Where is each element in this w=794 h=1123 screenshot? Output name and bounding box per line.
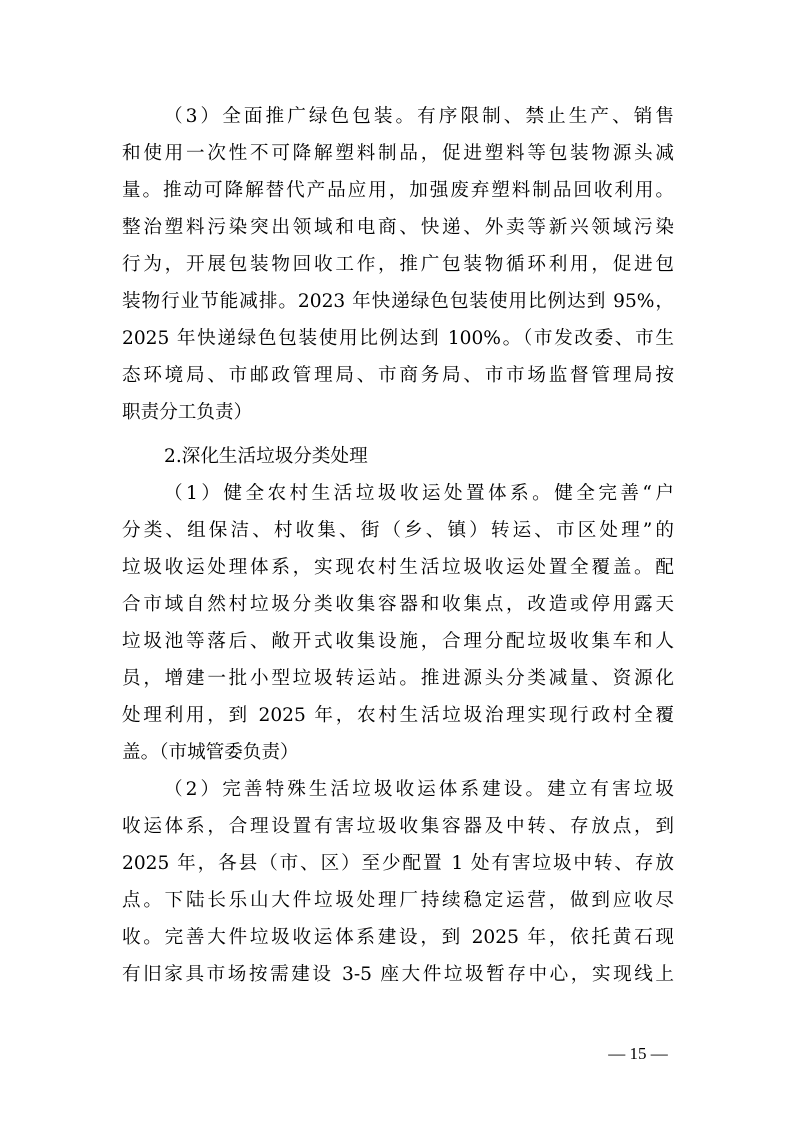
- paragraph-line: 2025 年快递绿色包装使用比例达到 100%。（市发改委、市生: [122, 328, 674, 349]
- paragraph-line: 量。推动可降解替代产品应用，加强废弃塑料制品回收利用。: [122, 180, 674, 201]
- paragraph-line: 有旧家具市场按需建设 3-5 座大件垃圾暂存中心，实现线上: [122, 964, 674, 985]
- paragraph-line: （3）全面推广绿色包装。有序限制、禁止生产、销售: [164, 106, 674, 127]
- paragraph-line: （1）健全农村生活垃圾收运处置体系。健全完善“户: [164, 483, 674, 504]
- paragraph-line: 整治塑料污染突出领域和电商、快递、外卖等新兴领域污染: [122, 217, 674, 238]
- paragraph-line: 处理利用，到 2025 年，农村生活垃圾治理实现行政村全覆: [122, 705, 674, 726]
- paragraph-line: 分类、组保洁、村收集、街（乡、镇）转运、市区处理”的: [122, 520, 674, 541]
- paragraph-line: 合市域自然村垃圾分类收集容器和收集点，改造或停用露天: [122, 594, 674, 615]
- paragraph-line: （2）完善特殊生活垃圾收运体系建设。建立有害垃圾: [164, 779, 674, 800]
- paragraph-line: 垃圾池等落后、敞开式收集设施，合理分配垃圾收集车和人: [122, 631, 674, 652]
- paragraph-line: 垃圾收运处理体系，实现农村生活垃圾收运处置全覆盖。配: [122, 557, 674, 578]
- paragraph-line: 职责分工负责）: [122, 402, 253, 423]
- section-heading: 2.深化生活垃圾分类处理: [164, 446, 368, 467]
- paragraph-line: 装物行业节能减排。2023 年快递绿色包装使用比例达到 95%，: [122, 291, 674, 312]
- paragraph-line: 和使用一次性不可降解塑料制品，促进塑料等包装物源头减: [122, 143, 674, 164]
- paragraph-line: 收运体系，合理设置有害垃圾收集容器及中转、存放点，到: [122, 816, 674, 837]
- paragraph-line: 收。完善大件垃圾收运体系建设，到 2025 年，依托黄石现: [122, 927, 674, 948]
- paragraph-line: 态环境局、市邮政管理局、市商务局、市市场监督管理局按: [122, 365, 674, 386]
- paragraph-line: 员，增建一批小型垃圾转运站。推进源头分类减量、资源化: [122, 668, 674, 689]
- paragraph-line: 2025 年，各县（市、区）至少配置 1 处有害垃圾中转、存放: [122, 853, 674, 874]
- page-number: — 15 —: [608, 1044, 668, 1063]
- paragraph-line: 点。下陆长乐山大件垃圾处理厂持续稳定运营，做到应收尽: [122, 890, 674, 911]
- paragraph-line: 行为，开展包装物回收工作，推广包装物循环利用，促进包: [122, 254, 674, 275]
- paragraph-line: 盖。（市城管委负责）: [122, 742, 299, 763]
